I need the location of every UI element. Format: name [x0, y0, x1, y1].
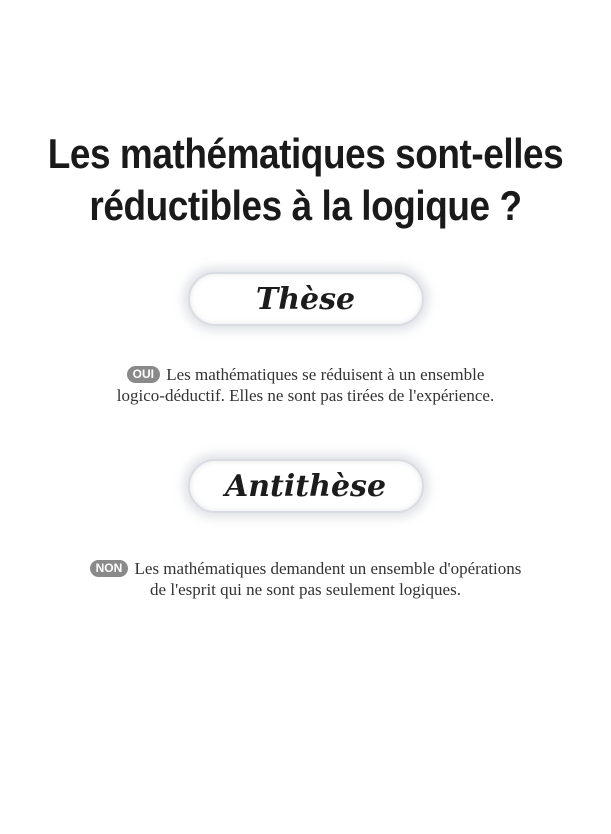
- these-heading-box: [188, 272, 424, 326]
- title-line-1: Les mathématiques sont-elles: [47, 130, 564, 177]
- page-title: [37, 128, 575, 232]
- antithese-heading-box: [188, 459, 424, 513]
- antithese-line-2: de l'esprit qui ne sont pas seulement logiques.: [150, 580, 461, 599]
- non-badge: NON: [90, 560, 129, 577]
- these-line-1: [0, 364, 611, 385]
- these-line-2: logico-déductif. Elles ne sont pas tirées de l'expérience.: [116, 386, 495, 405]
- antithese-heading: Antithèse: [224, 468, 387, 504]
- antithese-text-1: Les mathématiques demandent un ensemble d'opérations: [134, 559, 522, 578]
- antithese-pill: [188, 459, 424, 513]
- antithese-paragraph: [0, 558, 611, 600]
- title-line-2: réductibles à la logique ?: [89, 182, 522, 229]
- these-heading: Thèse: [255, 281, 356, 317]
- these-paragraph: [0, 364, 611, 406]
- these-pill: [188, 272, 424, 326]
- these-text-1: Les mathématiques se réduisent à un ensemble: [166, 365, 485, 384]
- oui-badge: OUI: [127, 366, 160, 383]
- antithese-line-1: [0, 558, 611, 579]
